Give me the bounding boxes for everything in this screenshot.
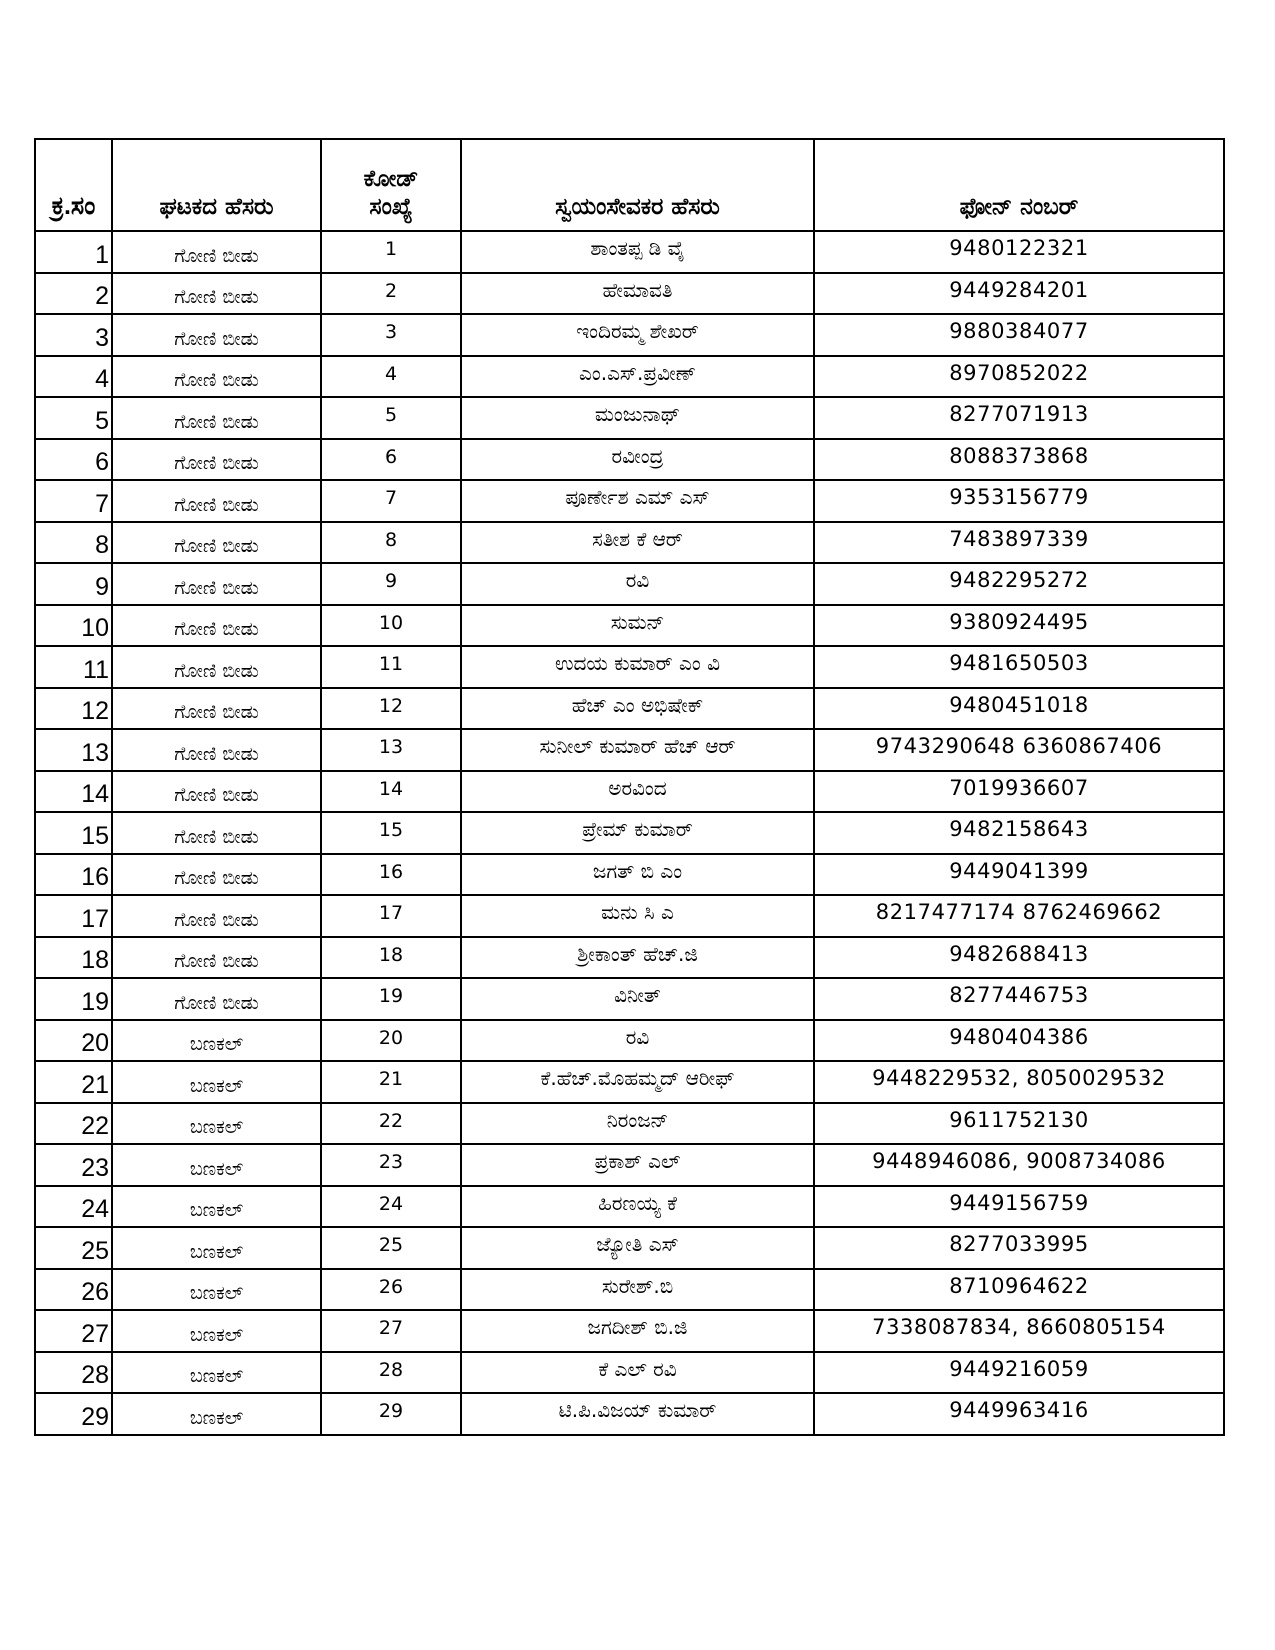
unit-name-cell: ಗೋಣಿ ಬೀಡು xyxy=(112,273,321,315)
table-row xyxy=(35,895,1224,937)
code-number-cell: 21 xyxy=(321,1061,461,1103)
table-row xyxy=(35,273,1224,315)
unit-name-cell: ಬಣಕಲ್ xyxy=(112,1310,321,1352)
code-number-cell: 14 xyxy=(321,771,461,813)
serial-cell: 1 xyxy=(35,231,112,273)
code-number-cell: 10 xyxy=(321,605,461,647)
table-body xyxy=(35,231,1224,1435)
table-row xyxy=(35,937,1224,979)
code-number-cell: 23 xyxy=(321,1144,461,1186)
phone-number-cell: 9482295272 xyxy=(814,563,1224,605)
table-row xyxy=(35,1186,1224,1228)
table-row xyxy=(35,480,1224,522)
serial-cell: 23 xyxy=(35,1144,112,1186)
volunteer-name-cell: ಸುಮನ್ xyxy=(461,605,814,647)
phone-number-cell: 9448229532, 8050029532 xyxy=(814,1061,1224,1103)
volunteer-name-cell: ಅರವಿಂದ xyxy=(461,771,814,813)
phone-number-cell: 9880384077 xyxy=(814,314,1224,356)
volunteer-name-cell: ಸುರೇಶ್.ಬಿ xyxy=(461,1269,814,1311)
volunteer-name-cell: ಜಗತ್ ಬಿ ಎಂ xyxy=(461,854,814,896)
code-number-cell: 8 xyxy=(321,522,461,564)
unit-name-cell: ಗೋಣಿ ಬೀಡು xyxy=(112,522,321,564)
table-row xyxy=(35,563,1224,605)
volunteer-name-cell: ಇಂದಿರಮ್ಮ ಶೇಖರ್ xyxy=(461,314,814,356)
code-number-cell: 5 xyxy=(321,397,461,439)
phone-number-cell: 9448946086, 9008734086 xyxy=(814,1144,1224,1186)
code-number-cell: 25 xyxy=(321,1227,461,1269)
code-number-cell: 3 xyxy=(321,314,461,356)
volunteer-name-cell: ಮನು ಸಿ ಎ xyxy=(461,895,814,937)
table-row xyxy=(35,1269,1224,1311)
phone-number-cell: 9482688413 xyxy=(814,937,1224,979)
unit-name-cell: ಗೋಣಿ ಬೀಡು xyxy=(112,397,321,439)
serial-cell: 13 xyxy=(35,729,112,771)
volunteer-name-cell: ಜ್ಯೋತಿ ಎಸ್ xyxy=(461,1227,814,1269)
table-row xyxy=(35,771,1224,813)
volunteer-table xyxy=(34,138,1225,1436)
phone-number-cell: 9449216059 xyxy=(814,1352,1224,1394)
volunteer-name-cell: ಕೆ.ಹೆಚ್.ಮೊಹಮ್ಮದ್ ಆರೀಫ್ xyxy=(461,1061,814,1103)
volunteer-name-cell: ಹಿರಣಯ್ಯ ಕೆ xyxy=(461,1186,814,1228)
volunteer-name-cell: ರವಿ xyxy=(461,1020,814,1062)
unit-name-cell: ಗೋಣಿ ಬೀಡು xyxy=(112,563,321,605)
unit-name-cell: ಗೋಣಿ ಬೀಡು xyxy=(112,605,321,647)
code-number-cell: 2 xyxy=(321,273,461,315)
table-header xyxy=(35,139,1224,231)
phone-number-cell: 8088373868 xyxy=(814,439,1224,481)
unit-name-cell: ಗೋಣಿ ಬೀಡು xyxy=(112,729,321,771)
phone-number-cell: 9481650503 xyxy=(814,646,1224,688)
table-row xyxy=(35,1103,1224,1145)
table-row xyxy=(35,978,1224,1020)
serial-cell: 8 xyxy=(35,522,112,564)
code-number-cell: 4 xyxy=(321,356,461,398)
unit-name-cell: ಬಣಕಲ್ xyxy=(112,1393,321,1435)
volunteer-name-cell: ಕೆ ಎಲ್ ರವಿ xyxy=(461,1352,814,1394)
phone-number-cell: 9480122321 xyxy=(814,231,1224,273)
volunteer-table-container xyxy=(34,138,1225,1436)
serial-cell: 27 xyxy=(35,1310,112,1352)
table-row xyxy=(35,605,1224,647)
serial-cell: 6 xyxy=(35,439,112,481)
serial-cell: 21 xyxy=(35,1061,112,1103)
unit-name-cell: ಗೋಣಿ ಬೀಡು xyxy=(112,231,321,273)
unit-name-cell: ಗೋಣಿ ಬೀಡು xyxy=(112,646,321,688)
phone-number-cell: 8217477174 8762469662 xyxy=(814,895,1224,937)
table-row xyxy=(35,314,1224,356)
serial-cell: 3 xyxy=(35,314,112,356)
phone-number-cell: 8277446753 xyxy=(814,978,1224,1020)
code-number-cell: 11 xyxy=(321,646,461,688)
volunteer-name-cell: ವಿನೀತ್ xyxy=(461,978,814,1020)
unit-name-cell: ಬಣಕಲ್ xyxy=(112,1103,321,1145)
code-number-cell: 12 xyxy=(321,688,461,730)
code-number-cell: 24 xyxy=(321,1186,461,1228)
serial-cell: 9 xyxy=(35,563,112,605)
phone-number-cell: 9353156779 xyxy=(814,480,1224,522)
serial-cell: 22 xyxy=(35,1103,112,1145)
table-row xyxy=(35,812,1224,854)
serial-cell: 16 xyxy=(35,854,112,896)
code-number-cell: 6 xyxy=(321,439,461,481)
table-row xyxy=(35,646,1224,688)
volunteer-name-cell: ಪ್ರಕಾಶ್ ಎಲ್ xyxy=(461,1144,814,1186)
volunteer-name-cell: ಹೇಮಾವತಿ xyxy=(461,273,814,315)
unit-name-cell: ಗೋಣಿ ಬೀಡು xyxy=(112,439,321,481)
phone-number-cell: 8277071913 xyxy=(814,397,1224,439)
code-number-cell: 19 xyxy=(321,978,461,1020)
unit-name-cell: ಬಣಕಲ್ xyxy=(112,1352,321,1394)
phone-number-cell: 9611752130 xyxy=(814,1103,1224,1145)
code-number-cell: 1 xyxy=(321,231,461,273)
serial-cell: 15 xyxy=(35,812,112,854)
serial-cell: 7 xyxy=(35,480,112,522)
table-row xyxy=(35,854,1224,896)
phone-number-cell: 9449041399 xyxy=(814,854,1224,896)
table-row xyxy=(35,1020,1224,1062)
serial-cell: 5 xyxy=(35,397,112,439)
volunteer-name-cell: ಜಗದೀಶ್ ಬಿ.ಜಿ xyxy=(461,1310,814,1352)
phone-number-cell: 9449284201 xyxy=(814,273,1224,315)
serial-cell: 25 xyxy=(35,1227,112,1269)
phone-number-cell: 9482158643 xyxy=(814,812,1224,854)
serial-cell: 20 xyxy=(35,1020,112,1062)
code-number-cell: 26 xyxy=(321,1269,461,1311)
volunteer-name-cell: ಎಂ.ಎಸ್.ಪ್ರವೀಣ್ xyxy=(461,356,814,398)
table-row xyxy=(35,1061,1224,1103)
volunteer-name-cell: ರವೀಂದ್ರ xyxy=(461,439,814,481)
serial-cell: 28 xyxy=(35,1352,112,1394)
code-number-cell: 29 xyxy=(321,1393,461,1435)
phone-number-cell: 8277033995 xyxy=(814,1227,1224,1269)
unit-name-cell: ಗೋಣಿ ಬೀಡು xyxy=(112,854,321,896)
table-row xyxy=(35,729,1224,771)
serial-cell: 11 xyxy=(35,646,112,688)
volunteer-name-cell: ಸುನೀಲ್ ಕುಮಾರ್ ಹೆಚ್ ಆರ್ xyxy=(461,729,814,771)
header-code-text: ಕೋಡ್ ಸಂಖ್ಯೆ xyxy=(363,165,419,221)
volunteer-name-cell: ಮಂಜುನಾಥ್ xyxy=(461,397,814,439)
unit-name-cell: ಬಣಕಲ್ xyxy=(112,1061,321,1103)
volunteer-name-cell: ಉದಯ ಕುಮಾರ್ ಎಂ ವಿ xyxy=(461,646,814,688)
table-row xyxy=(35,397,1224,439)
unit-name-cell: ಗೋಣಿ ಬೀಡು xyxy=(112,480,321,522)
volunteer-name-cell: ಹೆಚ್ ಎಂ ಅಭಿಷೇಕ್ xyxy=(461,688,814,730)
unit-name-cell: ಬಣಕಲ್ xyxy=(112,1227,321,1269)
volunteer-name-cell: ಟಿ.ಪಿ.ವಿಜಯ್ ಕುಮಾರ್ xyxy=(461,1393,814,1435)
phone-number-cell: 8970852022 xyxy=(814,356,1224,398)
phone-number-cell: 9480404386 xyxy=(814,1020,1224,1062)
table-row xyxy=(35,1393,1224,1435)
serial-cell: 4 xyxy=(35,356,112,398)
header-volunteer-name: ಸ್ವಯಂಸೇವಕರ ಹೆಸರು xyxy=(461,139,814,231)
code-number-cell: 13 xyxy=(321,729,461,771)
code-number-cell: 18 xyxy=(321,937,461,979)
header-unit-name: ಘಟಕದ ಹೆಸರು xyxy=(112,139,321,231)
unit-name-cell: ಬಣಕಲ್ xyxy=(112,1269,321,1311)
volunteer-name-cell: ರವಿ xyxy=(461,563,814,605)
serial-cell: 29 xyxy=(35,1393,112,1435)
phone-number-cell: 9480451018 xyxy=(814,688,1224,730)
phone-number-cell: 9449156759 xyxy=(814,1186,1224,1228)
unit-name-cell: ಗೋಣಿ ಬೀಡು xyxy=(112,771,321,813)
code-number-cell: 28 xyxy=(321,1352,461,1394)
serial-cell: 19 xyxy=(35,978,112,1020)
volunteer-name-cell: ನಿರಂಜನ್ xyxy=(461,1103,814,1145)
table-row xyxy=(35,1352,1224,1394)
serial-cell: 24 xyxy=(35,1186,112,1228)
phone-number-cell: 9449963416 xyxy=(814,1393,1224,1435)
code-number-cell: 16 xyxy=(321,854,461,896)
volunteer-name-cell: ಶ್ರೀಕಾಂತ್ ಹೆಚ್.ಜಿ xyxy=(461,937,814,979)
header-code-number xyxy=(321,139,461,231)
unit-name-cell: ಗೋಣಿ ಬೀಡು xyxy=(112,978,321,1020)
serial-cell: 2 xyxy=(35,273,112,315)
unit-name-cell: ಗೋಣಿ ಬೀಡು xyxy=(112,688,321,730)
code-number-cell: 9 xyxy=(321,563,461,605)
table-row xyxy=(35,231,1224,273)
serial-cell: 18 xyxy=(35,937,112,979)
phone-number-cell: 8710964622 xyxy=(814,1269,1224,1311)
header-row xyxy=(35,139,1224,231)
table-row xyxy=(35,688,1224,730)
code-number-cell: 17 xyxy=(321,895,461,937)
volunteer-name-cell: ಶಾಂತಪ್ಪ ಡಿ ವೈ xyxy=(461,231,814,273)
code-number-cell: 7 xyxy=(321,480,461,522)
phone-number-cell: 7338087834, 8660805154 xyxy=(814,1310,1224,1352)
unit-name-cell: ಗೋಣಿ ಬೀಡು xyxy=(112,314,321,356)
volunteer-name-cell: ಪ್ರೇಮ್ ಕುಮಾರ್ xyxy=(461,812,814,854)
code-number-cell: 20 xyxy=(321,1020,461,1062)
unit-name-cell: ಬಣಕಲ್ xyxy=(112,1020,321,1062)
serial-cell: 14 xyxy=(35,771,112,813)
table-row xyxy=(35,439,1224,481)
phone-number-cell: 9743290648 6360867406 xyxy=(814,729,1224,771)
serial-cell: 10 xyxy=(35,605,112,647)
table-row xyxy=(35,522,1224,564)
table-row xyxy=(35,1310,1224,1352)
volunteer-name-cell: ಪೂರ್ಣೇಶ ಎಮ್ ಎಸ್ xyxy=(461,480,814,522)
unit-name-cell: ಗೋಣಿ ಬೀಡು xyxy=(112,937,321,979)
code-number-cell: 27 xyxy=(321,1310,461,1352)
table-row xyxy=(35,1144,1224,1186)
unit-name-cell: ಗೋಣಿ ಬೀಡು xyxy=(112,812,321,854)
code-number-cell: 22 xyxy=(321,1103,461,1145)
unit-name-cell: ಗೋಣಿ ಬೀಡು xyxy=(112,356,321,398)
unit-name-cell: ಬಣಕಲ್ xyxy=(112,1186,321,1228)
serial-cell: 12 xyxy=(35,688,112,730)
phone-number-cell: 7483897339 xyxy=(814,522,1224,564)
table-row xyxy=(35,356,1224,398)
phone-number-cell: 9380924495 xyxy=(814,605,1224,647)
volunteer-name-cell: ಸತೀಶ ಕೆ ಆರ್ xyxy=(461,522,814,564)
unit-name-cell: ಬಣಕಲ್ xyxy=(112,1144,321,1186)
unit-name-cell: ಗೋಣಿ ಬೀಡು xyxy=(112,895,321,937)
serial-cell: 26 xyxy=(35,1269,112,1311)
code-number-cell: 15 xyxy=(321,812,461,854)
header-serial: ಕ್ರ.ಸಂ xyxy=(35,139,112,231)
header-phone-number: ಫೋನ್ ನಂಬರ್ xyxy=(814,139,1224,231)
serial-cell: 17 xyxy=(35,895,112,937)
phone-number-cell: 7019936607 xyxy=(814,771,1224,813)
table-row xyxy=(35,1227,1224,1269)
